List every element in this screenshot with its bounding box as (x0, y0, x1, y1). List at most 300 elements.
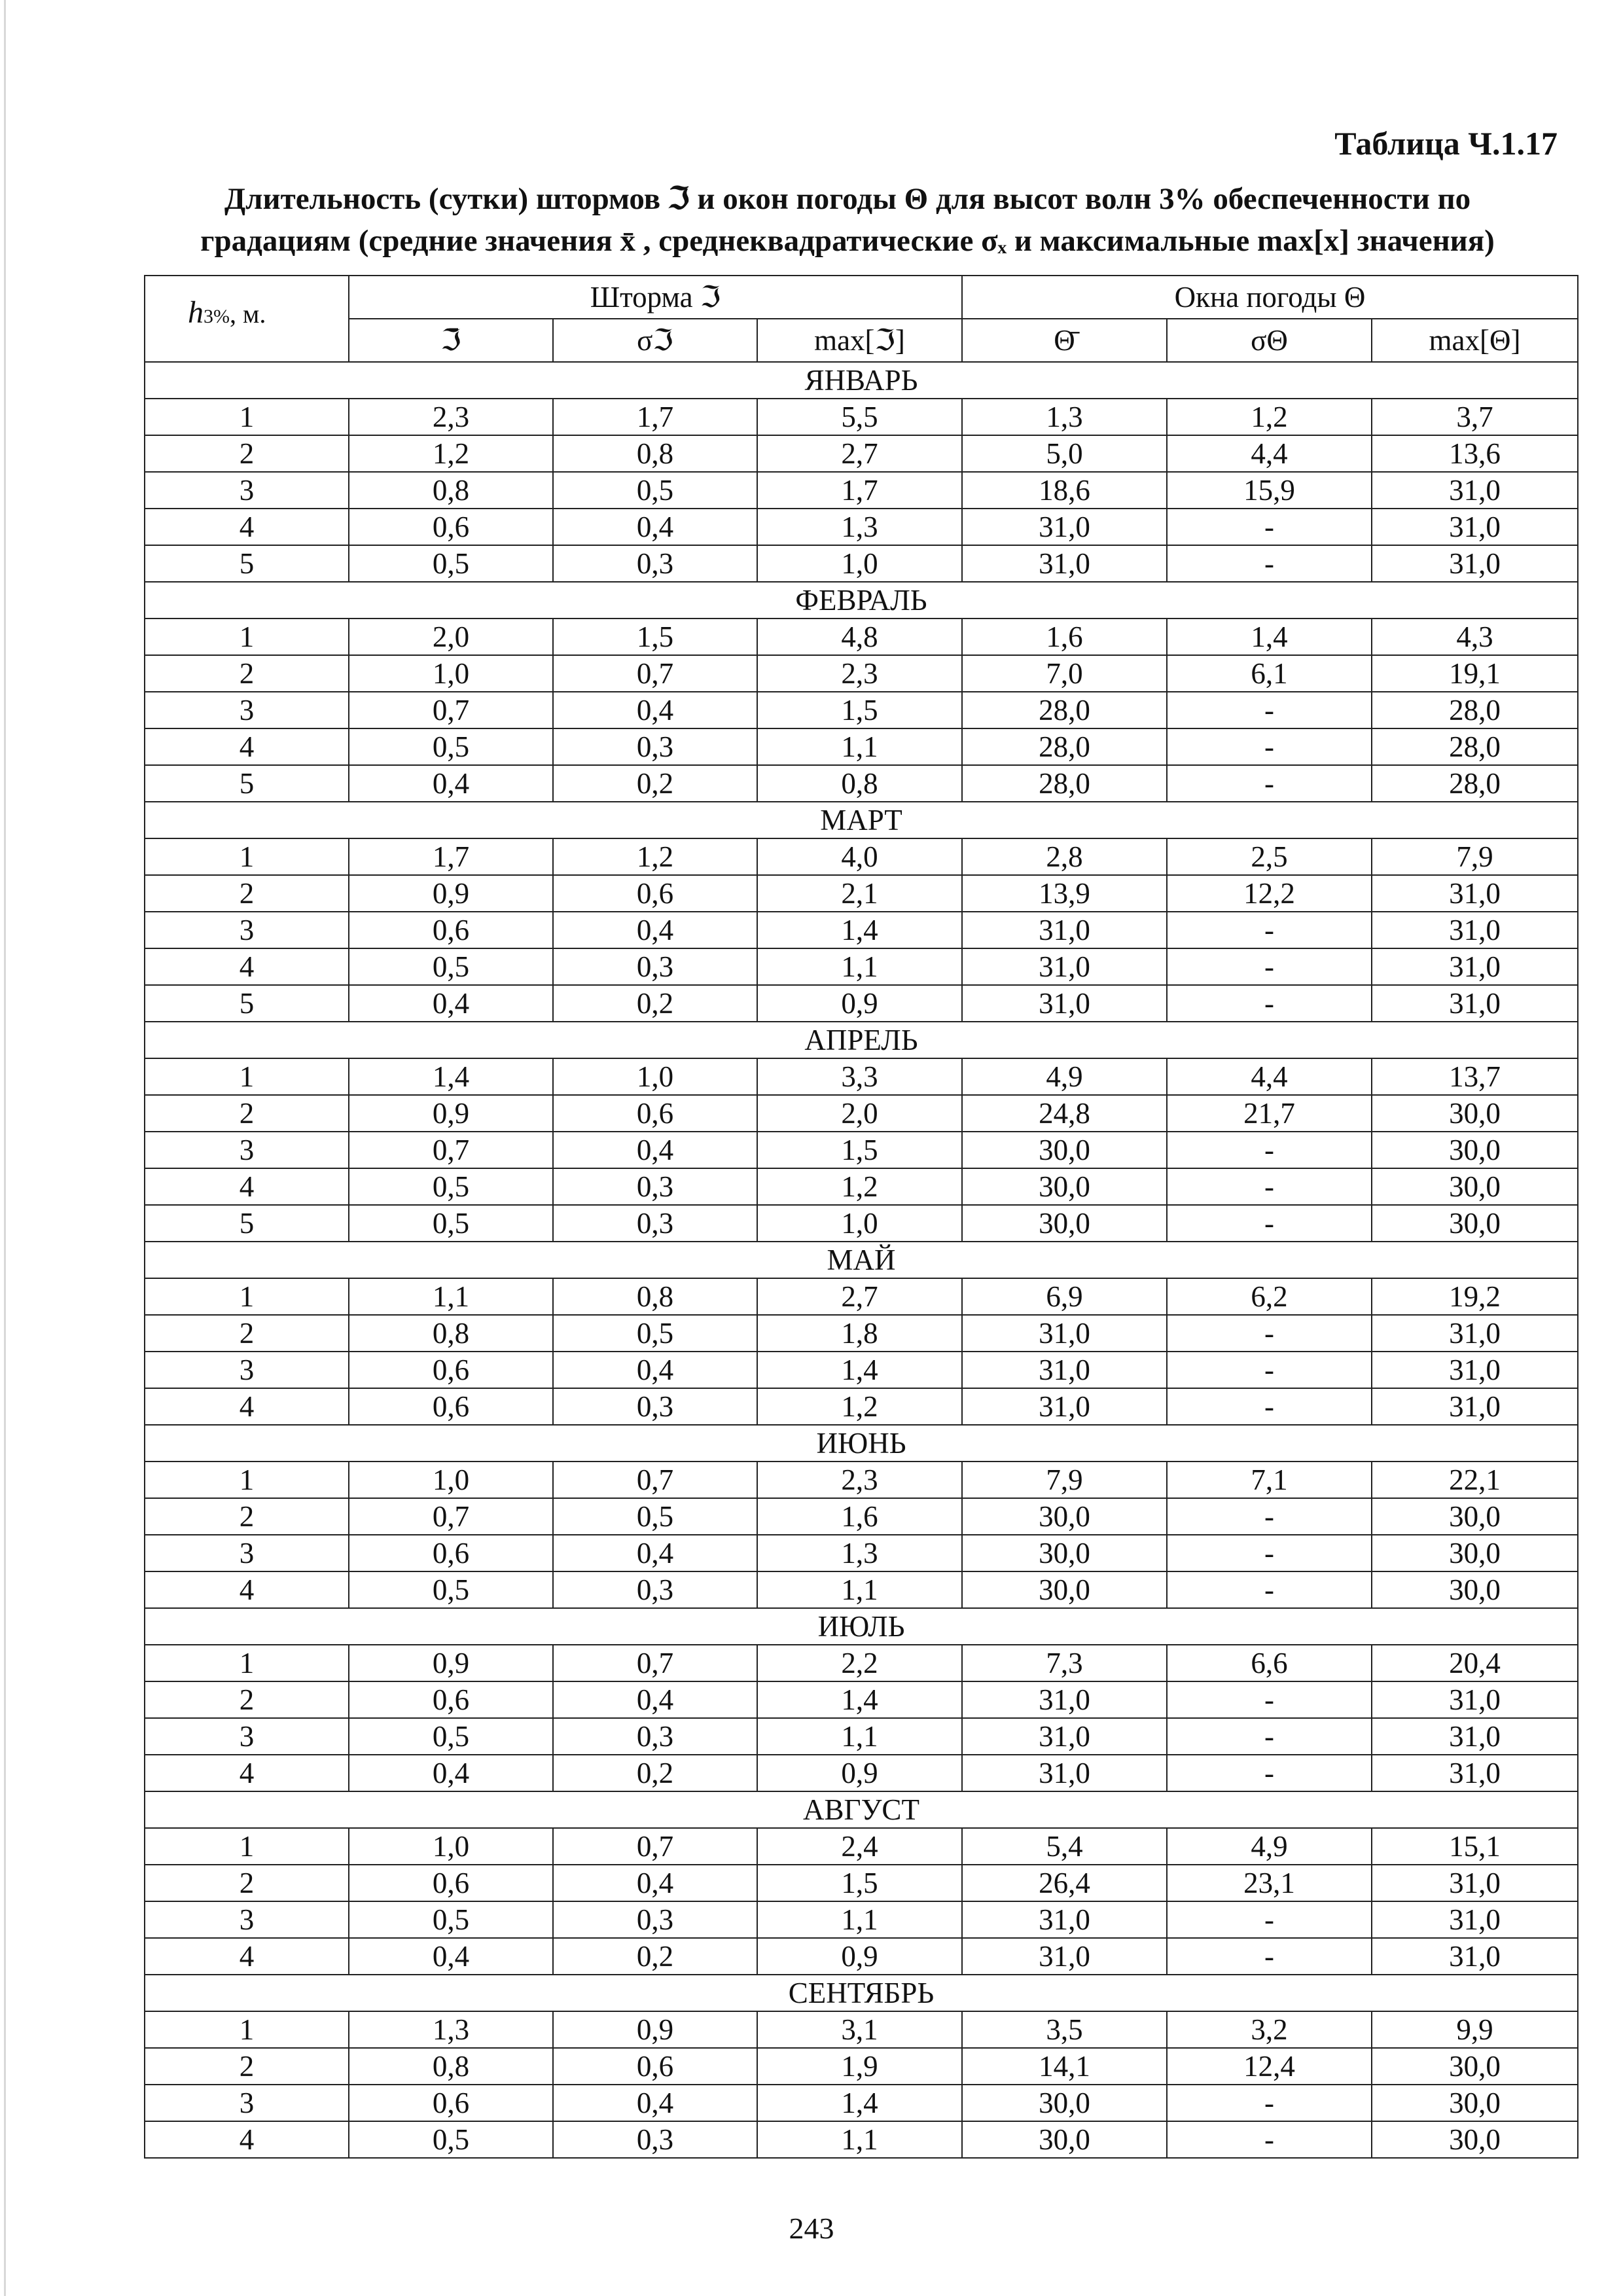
month-header-row (145, 1425, 1578, 1462)
wave-height-cell: 1 (145, 399, 349, 435)
window-mean-cell: 13,9 (962, 875, 1167, 912)
window-max-cell: 31,0 (1372, 1865, 1578, 1901)
month-header-row (145, 362, 1578, 399)
table-row (145, 1498, 1578, 1535)
storm-max-cell: 1,1 (757, 1718, 962, 1755)
storm-sigma-cell: 0,4 (553, 1681, 757, 1718)
window-max-cell: 19,1 (1372, 655, 1578, 692)
window-sigma-cell: - (1167, 1901, 1372, 1938)
storm-max-cell: 2,4 (757, 1828, 962, 1865)
wave-height-cell: 2 (145, 1498, 349, 1535)
window-sigma-cell: - (1167, 509, 1372, 545)
storm-mean-cell: 0,7 (349, 1132, 553, 1168)
window-max-cell: 31,0 (1372, 1315, 1578, 1352)
window-mean-cell: 31,0 (962, 545, 1167, 582)
storm-sigma-cell: 0,4 (553, 1132, 757, 1168)
window-mean-cell: 31,0 (962, 948, 1167, 985)
window-max-cell: 28,0 (1372, 728, 1578, 765)
wave-height-cell: 3 (145, 1352, 349, 1388)
wave-height-cell: 5 (145, 985, 349, 1022)
storm-max-cell: 1,3 (757, 509, 962, 545)
storm-sigma-cell: 0,6 (553, 1095, 757, 1132)
table-row (145, 875, 1578, 912)
table-row (145, 2011, 1578, 2048)
storm-mean-cell: 0,6 (349, 1535, 553, 1571)
storm-mean-cell: 1,0 (349, 655, 553, 692)
storm-sigma-cell: 0,3 (553, 1168, 757, 1205)
wave-height-cell: 2 (145, 1865, 349, 1901)
storm-sigma-cell: 0,4 (553, 912, 757, 948)
window-sigma-cell: - (1167, 692, 1372, 728)
month-header-row (145, 802, 1578, 838)
window-mean-cell: 6,9 (962, 1278, 1167, 1315)
window-max-cell: 28,0 (1372, 692, 1578, 728)
window-max-cell: 9,9 (1372, 2011, 1578, 2048)
table-row (145, 692, 1578, 728)
month-header-row (145, 1608, 1578, 1645)
storm-max-cell: 1,7 (757, 472, 962, 509)
window-sigma-cell: - (1167, 1205, 1372, 1242)
storm-sigma-cell: 0,8 (553, 1278, 757, 1315)
wave-height-cell: 1 (145, 1278, 349, 1315)
window-sigma-cell: 15,9 (1167, 472, 1372, 509)
storm-mean-cell: 1,4 (349, 1058, 553, 1095)
storm-sigma-cell: 0,3 (553, 1388, 757, 1425)
storm-sigma-cell: 0,5 (553, 472, 757, 509)
window-mean-cell: 3,5 (962, 2011, 1167, 2048)
storm-sigma-cell: 0,3 (553, 1205, 757, 1242)
window-sigma-cell: - (1167, 1755, 1372, 1791)
window-sigma-cell: 21,7 (1167, 1095, 1372, 1132)
window-mean-cell: 5,4 (962, 1828, 1167, 1865)
window-sigma-cell: - (1167, 1132, 1372, 1168)
storm-mean-cell: 2,3 (349, 399, 553, 435)
storm-mean-cell: 2,0 (349, 619, 553, 655)
storm-mean-cell: 0,4 (349, 985, 553, 1022)
storm-sigma-cell: 0,4 (553, 1865, 757, 1901)
table-row (145, 765, 1578, 802)
storm-sigma-cell: 0,8 (553, 435, 757, 472)
storm-max-cell: 1,9 (757, 2048, 962, 2085)
window-max-cell: 13,6 (1372, 435, 1578, 472)
col-window-max: max[Θ] (1372, 319, 1578, 362)
storm-max-cell: 1,3 (757, 1535, 962, 1571)
storm-mean-cell: 0,7 (349, 692, 553, 728)
window-sigma-cell: 6,2 (1167, 1278, 1372, 1315)
table-row (145, 1828, 1578, 1865)
window-mean-cell: 1,3 (962, 399, 1167, 435)
col-window-mean: Θ̄ (962, 319, 1167, 362)
wave-height-cell: 4 (145, 509, 349, 545)
window-max-cell: 30,0 (1372, 2048, 1578, 2085)
window-mean-cell: 31,0 (962, 1755, 1167, 1791)
table-row (145, 1315, 1578, 1352)
table-row (145, 1168, 1578, 1205)
table-row (145, 912, 1578, 948)
window-mean-cell: 14,1 (962, 2048, 1167, 2085)
table-row (145, 1571, 1578, 1608)
storm-mean-cell: 0,5 (349, 1901, 553, 1938)
table-row (145, 2121, 1578, 2158)
storm-max-cell: 1,1 (757, 1901, 962, 1938)
storm-sigma-cell: 0,2 (553, 1755, 757, 1791)
storm-mean-cell: 1,2 (349, 435, 553, 472)
window-mean-cell: 31,0 (962, 1718, 1167, 1755)
wave-height-cell: 1 (145, 1462, 349, 1498)
window-mean-cell: 31,0 (962, 1352, 1167, 1388)
window-sigma-cell: - (1167, 1571, 1372, 1608)
month-header-row (145, 1242, 1578, 1278)
storms-group-header: Шторма ℑ (349, 276, 962, 319)
window-max-cell: 31,0 (1372, 1681, 1578, 1718)
wave-height-cell: 1 (145, 619, 349, 655)
window-mean-cell: 24,8 (962, 1095, 1167, 1132)
month-header-row (145, 582, 1578, 619)
table-label: Таблица Ч.1.17 (1334, 125, 1558, 162)
window-sigma-cell: 23,1 (1167, 1865, 1372, 1901)
window-max-cell: 19,2 (1372, 1278, 1578, 1315)
storm-mean-cell: 0,5 (349, 948, 553, 985)
window-mean-cell: 31,0 (962, 509, 1167, 545)
window-max-cell: 30,0 (1372, 2121, 1578, 2158)
table-row (145, 619, 1578, 655)
window-mean-cell: 7,3 (962, 1645, 1167, 1681)
window-mean-cell: 30,0 (962, 1498, 1167, 1535)
storm-max-cell: 1,0 (757, 1205, 962, 1242)
storm-sigma-cell: 1,5 (553, 619, 757, 655)
wave-height-cell: 3 (145, 1132, 349, 1168)
window-mean-cell: 5,0 (962, 435, 1167, 472)
window-sigma-cell: 4,4 (1167, 435, 1372, 472)
wave-height-cell: 5 (145, 1205, 349, 1242)
window-sigma-cell: - (1167, 728, 1372, 765)
window-max-cell: 31,0 (1372, 545, 1578, 582)
table-row (145, 1205, 1578, 1242)
window-max-cell: 31,0 (1372, 472, 1578, 509)
window-mean-cell: 18,6 (962, 472, 1167, 509)
window-sigma-cell: - (1167, 545, 1372, 582)
window-sigma-cell: - (1167, 1498, 1372, 1535)
month-name: МАЙ (145, 1242, 1578, 1278)
window-sigma-cell: 12,2 (1167, 875, 1372, 912)
storm-mean-cell: 0,9 (349, 1095, 553, 1132)
table-row (145, 1755, 1578, 1791)
storm-sigma-cell: 0,3 (553, 1901, 757, 1938)
window-sigma-cell: 4,4 (1167, 1058, 1372, 1095)
storm-max-cell: 1,2 (757, 1388, 962, 1425)
storm-sigma-cell: 0,6 (553, 2048, 757, 2085)
storm-sigma-cell: 0,7 (553, 1462, 757, 1498)
month-name: СЕНТЯБРЬ (145, 1975, 1578, 2011)
window-max-cell: 3,7 (1372, 399, 1578, 435)
window-sigma-cell: - (1167, 1315, 1372, 1352)
storm-mean-cell: 0,5 (349, 1571, 553, 1608)
caption-line-2: градациям (средние значения x̄ , среднеквадратические σₓ и максимальные max[x] значения) (200, 224, 1495, 258)
storm-mean-cell: 0,6 (349, 2085, 553, 2121)
table-row (145, 1462, 1578, 1498)
storm-mean-cell: 0,6 (349, 509, 553, 545)
storm-max-cell: 4,0 (757, 838, 962, 875)
table-row (145, 2085, 1578, 2121)
window-mean-cell: 31,0 (962, 1901, 1167, 1938)
month-name: ИЮНЬ (145, 1425, 1578, 1462)
table-row (145, 545, 1578, 582)
window-max-cell: 31,0 (1372, 985, 1578, 1022)
storm-max-cell: 1,4 (757, 1352, 962, 1388)
storm-max-cell: 2,7 (757, 435, 962, 472)
storm-sigma-cell: 0,6 (553, 875, 757, 912)
storm-sigma-cell: 0,7 (553, 1828, 757, 1865)
window-mean-cell: 31,0 (962, 1388, 1167, 1425)
window-max-cell: 31,0 (1372, 509, 1578, 545)
window-sigma-cell: - (1167, 1681, 1372, 1718)
window-max-cell: 31,0 (1372, 1901, 1578, 1938)
window-sigma-cell: - (1167, 1352, 1372, 1388)
window-sigma-cell: 1,2 (1167, 399, 1372, 435)
window-max-cell: 4,3 (1372, 619, 1578, 655)
window-max-cell: 13,7 (1372, 1058, 1578, 1095)
storm-sigma-cell: 0,4 (553, 1352, 757, 1388)
wave-height-cell: 4 (145, 728, 349, 765)
window-mean-cell: 31,0 (962, 1681, 1167, 1718)
col-storm-mean: ℑ̄ (349, 319, 553, 362)
window-max-cell: 22,1 (1372, 1462, 1578, 1498)
window-sigma-cell: - (1167, 1388, 1372, 1425)
col-storm-max: max[ℑ] (757, 319, 962, 362)
window-max-cell: 31,0 (1372, 948, 1578, 985)
wave-height-cell: 4 (145, 1755, 349, 1791)
window-sigma-cell: - (1167, 2121, 1372, 2158)
wave-height-cell: 1 (145, 838, 349, 875)
table-row (145, 1718, 1578, 1755)
table-row (145, 1352, 1578, 1388)
storm-max-cell: 1,0 (757, 545, 962, 582)
storm-max-cell: 2,3 (757, 655, 962, 692)
window-sigma-cell: - (1167, 1168, 1372, 1205)
storm-sigma-cell: 1,7 (553, 399, 757, 435)
wave-height-cell: 5 (145, 765, 349, 802)
storm-mean-cell: 1,3 (349, 2011, 553, 2048)
window-sigma-cell: - (1167, 1938, 1372, 1975)
storm-sigma-cell: 0,3 (553, 948, 757, 985)
storm-max-cell: 1,2 (757, 1168, 962, 1205)
storm-mean-cell: 1,0 (349, 1462, 553, 1498)
table-row (145, 509, 1578, 545)
window-mean-cell: 28,0 (962, 728, 1167, 765)
wave-height-cell: 3 (145, 2085, 349, 2121)
storm-mean-cell: 0,6 (349, 1865, 553, 1901)
month-name: АВГУСТ (145, 1791, 1578, 1828)
storm-mean-cell: 0,5 (349, 1168, 553, 1205)
table-caption (118, 178, 1577, 262)
table-row (145, 948, 1578, 985)
storm-max-cell: 4,8 (757, 619, 962, 655)
window-mean-cell: 26,4 (962, 1865, 1167, 1901)
storm-max-cell: 1,5 (757, 1132, 962, 1168)
storm-sigma-cell: 0,2 (553, 765, 757, 802)
window-mean-cell: 31,0 (962, 985, 1167, 1022)
storm-sigma-cell: 0,3 (553, 1718, 757, 1755)
storm-mean-cell: 0,4 (349, 1755, 553, 1791)
storm-max-cell: 2,7 (757, 1278, 962, 1315)
window-max-cell: 30,0 (1372, 1571, 1578, 1608)
storm-sigma-cell: 0,3 (553, 1571, 757, 1608)
storm-max-cell: 1,4 (757, 912, 962, 948)
table-row (145, 985, 1578, 1022)
storm-mean-cell: 0,8 (349, 1315, 553, 1352)
storm-mean-cell: 0,6 (349, 912, 553, 948)
month-name: МАРТ (145, 802, 1578, 838)
wave-height-cell: 1 (145, 1058, 349, 1095)
window-sigma-cell: - (1167, 912, 1372, 948)
window-mean-cell: 30,0 (962, 2085, 1167, 2121)
wave-height-cell: 5 (145, 545, 349, 582)
month-name: ФЕВРАЛЬ (145, 582, 1578, 619)
storm-mean-cell: 1,7 (349, 838, 553, 875)
storm-max-cell: 3,1 (757, 2011, 962, 2048)
window-sigma-cell: - (1167, 765, 1372, 802)
storm-max-cell: 0,8 (757, 765, 962, 802)
storm-max-cell: 0,9 (757, 985, 962, 1022)
wave-height-cell: 2 (145, 1681, 349, 1718)
window-sigma-cell: 12,4 (1167, 2048, 1372, 2085)
storm-sigma-cell: 0,5 (553, 1498, 757, 1535)
storm-mean-cell: 0,6 (349, 1681, 553, 1718)
window-max-cell: 30,0 (1372, 1498, 1578, 1535)
window-sigma-cell: - (1167, 1718, 1372, 1755)
table-row (145, 1681, 1578, 1718)
wave-height-cell: 3 (145, 1535, 349, 1571)
window-max-cell: 31,0 (1372, 1755, 1578, 1791)
table-row (145, 1058, 1578, 1095)
wave-height-cell: 4 (145, 1168, 349, 1205)
window-mean-cell: 30,0 (962, 2121, 1167, 2158)
window-sigma-cell: 4,9 (1167, 1828, 1372, 1865)
wave-height-cell: 1 (145, 2011, 349, 2048)
wave-height-cell: 1 (145, 1828, 349, 1865)
window-mean-cell: 31,0 (962, 1938, 1167, 1975)
wave-height-cell: 4 (145, 1938, 349, 1975)
window-mean-cell: 31,0 (962, 1315, 1167, 1352)
storm-sigma-cell: 1,2 (553, 838, 757, 875)
window-sigma-cell: - (1167, 985, 1372, 1022)
wave-height-cell: 3 (145, 692, 349, 728)
storm-mean-cell: 0,6 (349, 1352, 553, 1388)
wave-height-cell: 2 (145, 1315, 349, 1352)
window-max-cell: 28,0 (1372, 765, 1578, 802)
storm-mean-cell: 0,7 (349, 1498, 553, 1535)
storm-max-cell: 3,3 (757, 1058, 962, 1095)
table-row (145, 435, 1578, 472)
window-mean-cell: 7,0 (962, 655, 1167, 692)
table-row (145, 399, 1578, 435)
window-sigma-cell: - (1167, 2085, 1372, 2121)
month-header-row (145, 1975, 1578, 2011)
wave-height-cell: 2 (145, 435, 349, 472)
storm-max-cell: 1,4 (757, 1681, 962, 1718)
window-mean-cell: 4,9 (962, 1058, 1167, 1095)
table-row (145, 2048, 1578, 2085)
table-row (145, 1278, 1578, 1315)
table-row (145, 1938, 1578, 1975)
month-header-row (145, 1791, 1578, 1828)
window-max-cell: 30,0 (1372, 1132, 1578, 1168)
window-mean-cell: 31,0 (962, 912, 1167, 948)
caption-line-1: Длительность (сутки) штормов ℑ и окон погоды Θ для высот волн 3% обеспеченности по (224, 182, 1471, 216)
storm-sigma-cell: 0,2 (553, 985, 757, 1022)
storm-max-cell: 5,5 (757, 399, 962, 435)
window-sigma-cell: 6,1 (1167, 655, 1372, 692)
table-row (145, 1388, 1578, 1425)
window-mean-cell: 30,0 (962, 1168, 1167, 1205)
storm-max-cell: 2,2 (757, 1645, 962, 1681)
window-max-cell: 15,1 (1372, 1828, 1578, 1865)
window-mean-cell: 2,8 (962, 838, 1167, 875)
storm-mean-cell: 0,5 (349, 1718, 553, 1755)
storm-max-cell: 2,1 (757, 875, 962, 912)
storm-max-cell: 1,1 (757, 728, 962, 765)
window-mean-cell: 7,9 (962, 1462, 1167, 1498)
wave-height-cell: 4 (145, 1571, 349, 1608)
wave-height-cell: 4 (145, 1388, 349, 1425)
table-body (145, 362, 1578, 2158)
scan-edge-line (4, 0, 6, 2296)
storm-max-cell: 1,5 (757, 1865, 962, 1901)
storm-sigma-cell: 0,9 (553, 2011, 757, 2048)
storm-max-cell: 1,1 (757, 948, 962, 985)
window-mean-cell: 1,6 (962, 619, 1167, 655)
window-sigma-cell: 2,5 (1167, 838, 1372, 875)
window-max-cell: 30,0 (1372, 1168, 1578, 1205)
month-name: АПРЕЛЬ (145, 1022, 1578, 1058)
table-row (145, 655, 1578, 692)
table-row (145, 1645, 1578, 1681)
window-max-cell: 31,0 (1372, 1388, 1578, 1425)
weather-windows-group-header: Окна погоды Θ (962, 276, 1578, 319)
storm-mean-cell: 0,4 (349, 765, 553, 802)
wave-height-cell: 2 (145, 2048, 349, 2085)
window-sigma-cell: 1,4 (1167, 619, 1372, 655)
wave-height-cell: 2 (145, 875, 349, 912)
col-window-sigma: σΘ (1167, 319, 1372, 362)
storm-mean-cell: 0,9 (349, 1645, 553, 1681)
table-row (145, 1865, 1578, 1901)
window-max-cell: 31,0 (1372, 912, 1578, 948)
wave-height-header: h3%, м. (145, 276, 349, 362)
wave-height-cell: 4 (145, 2121, 349, 2158)
window-max-cell: 30,0 (1372, 2085, 1578, 2121)
storm-max-cell: 1,1 (757, 2121, 962, 2158)
window-max-cell: 31,0 (1372, 875, 1578, 912)
storm-sigma-cell: 0,3 (553, 2121, 757, 2158)
wave-height-cell: 4 (145, 948, 349, 985)
month-name: ИЮЛЬ (145, 1608, 1578, 1645)
wave-height-cell: 2 (145, 1095, 349, 1132)
wave-height-cell: 3 (145, 1718, 349, 1755)
window-mean-cell: 30,0 (962, 1132, 1167, 1168)
storm-mean-cell: 1,1 (349, 1278, 553, 1315)
table-row (145, 1095, 1578, 1132)
window-sigma-cell: - (1167, 948, 1372, 985)
table-row (145, 838, 1578, 875)
wave-height-cell: 3 (145, 912, 349, 948)
wave-height-cell: 3 (145, 472, 349, 509)
storm-mean-cell: 1,0 (349, 1828, 553, 1865)
storm-mean-cell: 0,5 (349, 728, 553, 765)
page-number: 243 (789, 2212, 834, 2245)
storm-mean-cell: 0,5 (349, 1205, 553, 1242)
storm-max-cell: 0,9 (757, 1755, 962, 1791)
